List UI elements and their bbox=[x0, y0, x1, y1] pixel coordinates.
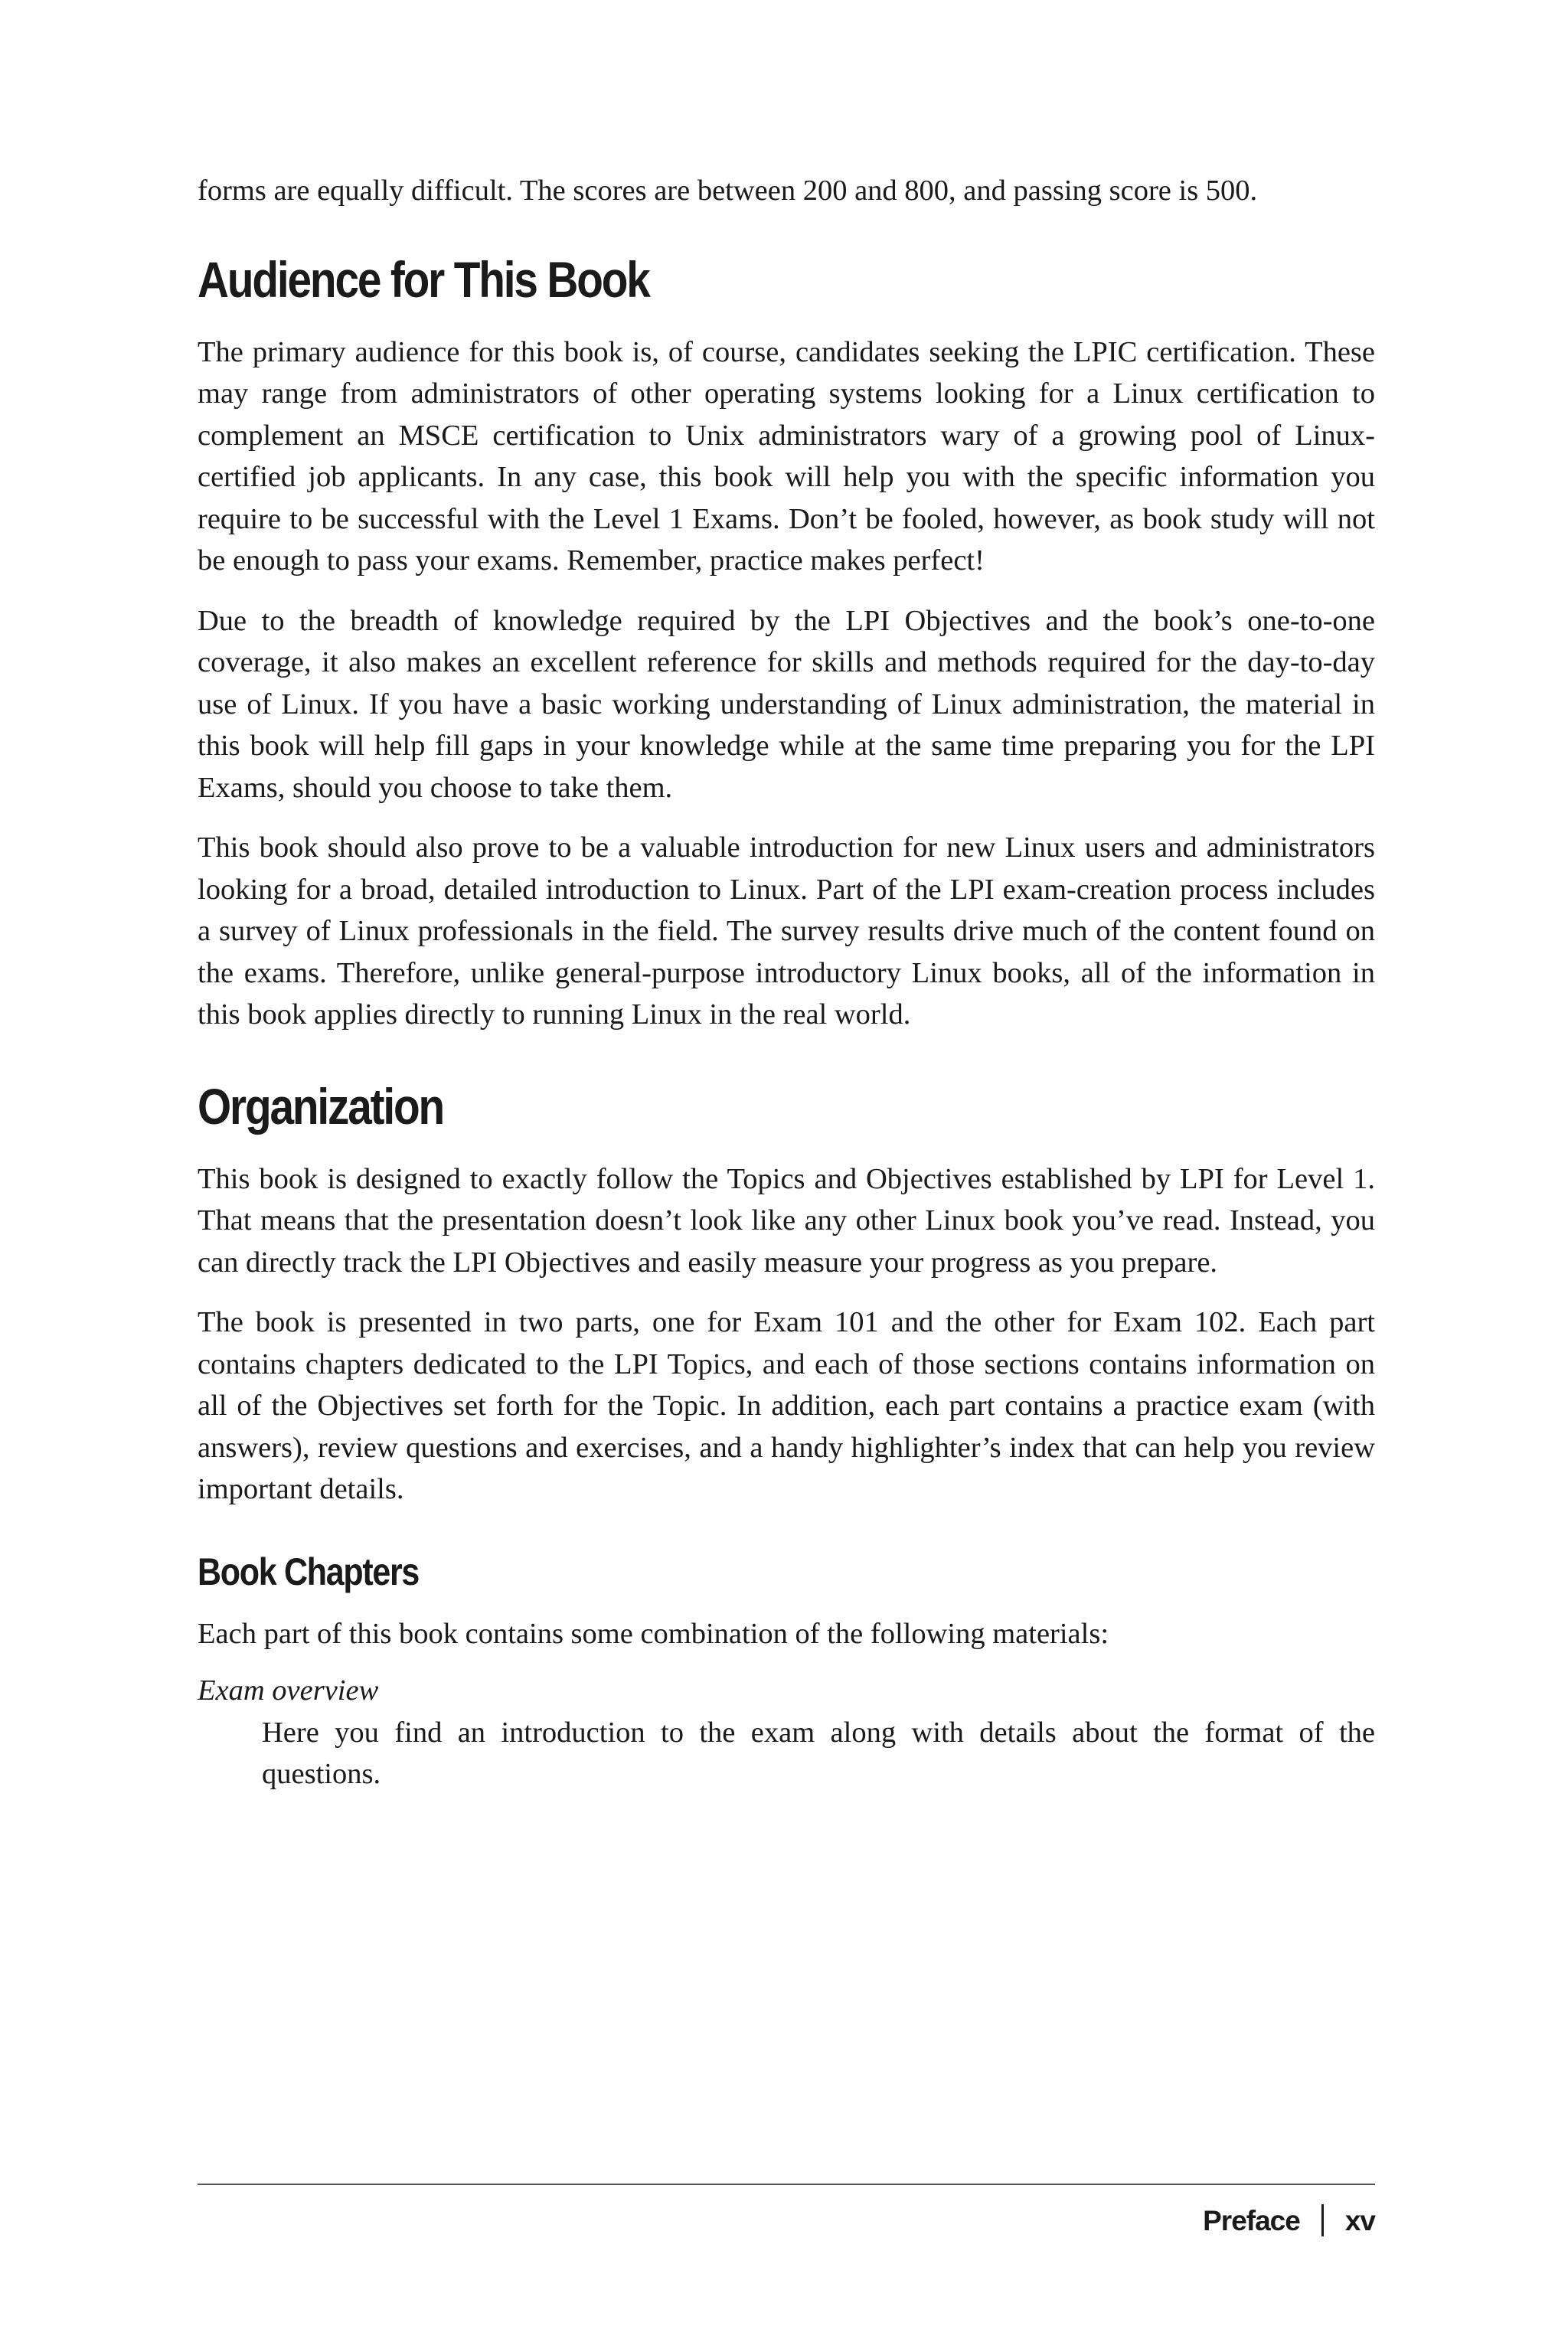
page-body bbox=[198, 170, 1375, 1795]
intro-paragraph: forms are equally difficult. The scores are between 200 and 800, and passing score is 500. bbox=[198, 175, 1258, 207]
organization-paragraph-1: This book is designed to exactly follow the Topics and Objectives established by LPI for Level 1. That means that the presentation doesn’t look like any other Linux book you’ve read. Instead, you can directly track the LPI Objectives and easily measure your progress as you prepare. bbox=[198, 1162, 1375, 1279]
audience-paragraph-1: The primary audience for this book is, of course, candidates seeking the LPIC certification. These may range from administrators of other operating systems looking for a Linux certification to complement an MSCE certification to Unix administrators wary of a growing pool of Linux-certified job applicants. In any case, this book will help you with the specific information you require to be successful with the Level 1 Exams. Don’t be fooled, however, as book study will not be enough to pass your exams. Remember, practice makes perfect! bbox=[198, 335, 1375, 577]
page-number: xv bbox=[1344, 2205, 1375, 2236]
definition-exam-overview: Here you find an introduction to the exam along with details about the format of the questions. bbox=[262, 1716, 1375, 1790]
heading-audience: Audience for This Book bbox=[198, 250, 649, 308]
organization-paragraph-2: The book is presented in two parts, one for Exam 101 and the other for Exam 102. Each part contains chapters dedicated to the LPI Topics, and each of those sections contains information on all of the Objectives set forth for the Topic. In addition, each part contains a practice exam (with answers), review questions and exercises, and a handy highlighter’s index that can help you review important details. bbox=[198, 1306, 1375, 1505]
heading-book-chapters: Book Chapters bbox=[198, 1550, 420, 1593]
heading-organization: Organization bbox=[198, 1077, 444, 1135]
page-footer bbox=[1203, 2202, 1375, 2240]
book-chapters-intro: Each part of this book contains some combination of the following materials: bbox=[198, 1617, 1109, 1650]
audience-paragraph-3: This book should also prove to be a valuable introduction for new Linux users and administrators looking for a broad, detailed introduction to Linux. Part of the LPI exam-creation process includes a survey of Linux professionals in the field. The survey results drive much of the content found on the exams. Therefore, unlike general-purpose introductory Linux books, all of the information in this book applies directly to running Linux in the real world. bbox=[198, 831, 1375, 1031]
footer-rule bbox=[198, 2184, 1375, 2185]
term-exam-overview: Exam overview bbox=[198, 1674, 379, 1707]
footer-separator bbox=[1321, 2204, 1324, 2236]
audience-paragraph-2: Due to the breadth of knowledge required by the LPI Objectives and the book’s one-to-one coverage, it also makes an excellent reference for skills and methods required for the day-to-day use of Linux. If you have a basic working understanding of Linux administration, the material in this book will help fill gaps in your knowledge while at the same time preparing you for the LPI Exams, should you choose to take them. bbox=[198, 604, 1375, 804]
definition-list bbox=[198, 1670, 1375, 1795]
footer-section-title: Preface bbox=[1203, 2205, 1300, 2236]
